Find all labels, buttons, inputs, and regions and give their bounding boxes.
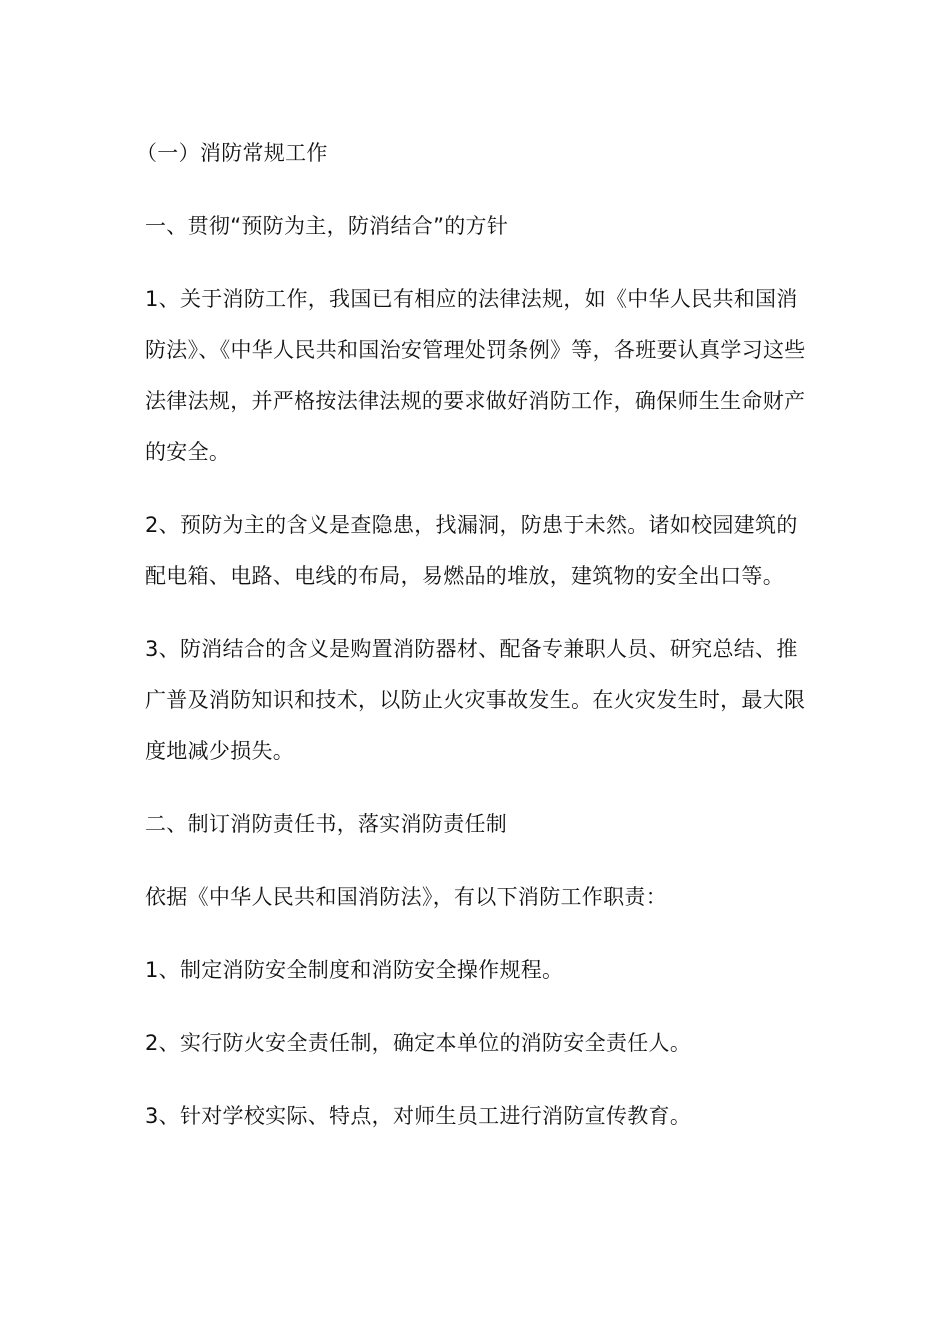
paragraph-2-2: 2、实行防火安全责任制，确定本单位的消防安全责任人。	[145, 1031, 692, 1055]
document-body	[136, 128, 810, 1164]
heading-two: 二、制订消防责任书，落实消防责任制	[145, 812, 508, 836]
paragraph-1-3: 3、防消结合的含义是购置消防器材、配备专兼职人员、研究总结、推广普及消防知识和技术，以防止火灾事故发生。在火灾发生时，最大限度地减少损失。	[145, 637, 806, 763]
paragraph-1-2: 2、预防为主的含义是查隐患，找漏洞，防患于未然。诸如校园建筑的配电箱、电路、电线的布局，易燃品的堆放，建筑物的安全出口等。	[145, 513, 798, 588]
heading-one: 一、贯彻“预防为主，防消结合”的方针	[145, 214, 509, 238]
paragraph-1-1: 1、关于消防工作，我国已有相应的法律法规，如《中华人民共和国消防法》、《中华人民共和国治安管理处罚条例》等，各班要认真学习这些法律法规，并严格按法律法规的要求做好消防工作，确保师生生命财产的安全。	[145, 287, 806, 464]
paragraph-2-1: 1、制定消防安全制度和消防安全操作规程。	[145, 958, 564, 982]
section-heading: （一）消防常规工作	[136, 141, 328, 165]
paragraph-2-3: 3、针对学校实际、特点，对师生员工进行消防宣传教育。	[145, 1104, 692, 1128]
intro-two: 依据《中华人民共和国消防法》，有以下消防工作职责：	[145, 885, 667, 909]
